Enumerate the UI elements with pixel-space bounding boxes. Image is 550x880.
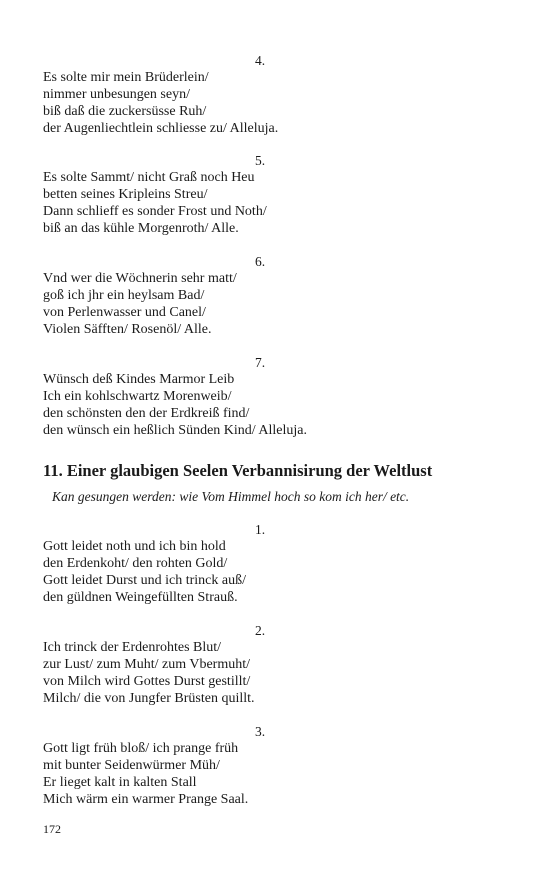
verse-line: nimmer unbesungen seyn/ bbox=[43, 87, 190, 102]
verse-line: Es solte Sammt/ nicht Graß noch Heu bbox=[43, 170, 255, 185]
stanza-number: 5. bbox=[255, 153, 266, 168]
page-number: 172 bbox=[43, 822, 61, 836]
verse-line: goß ich jhr ein heylsam Bad/ bbox=[43, 288, 205, 303]
verse-line: Es solte mir mein Brüderlein/ bbox=[43, 70, 209, 85]
verse-line: zur Lust/ zum Muht/ zum Vbermuht/ bbox=[43, 657, 250, 672]
verse-line: den Erdenkoht/ den rohten Gold/ bbox=[43, 556, 228, 571]
verse-line: biß an das kühle Morgenroth/ Alle. bbox=[43, 221, 239, 236]
verse-line: Milch/ die von Jungfer Brüsten quillt. bbox=[43, 691, 255, 706]
verse-line: den schönsten den der Erdkreiß find/ bbox=[43, 406, 250, 421]
stanza-lines bbox=[43, 639, 255, 707]
stanza-number: 1. bbox=[255, 522, 266, 537]
verse-line: von Milch wird Gottes Durst gestillt/ bbox=[43, 674, 251, 689]
verse-line: Gott ligt früh bloß/ ich prange früh bbox=[43, 741, 239, 756]
stanza-number: 7. bbox=[255, 355, 266, 370]
stanza-lines bbox=[43, 169, 267, 237]
stanza-lines bbox=[43, 740, 248, 808]
stanza-lines bbox=[43, 538, 246, 606]
verse-line: Ich ein kohlschwartz Morenweib/ bbox=[43, 389, 232, 404]
verse-line: Dann schlieff es sonder Frost und Noth/ bbox=[43, 204, 267, 219]
verse-line: der Augenliechtlein schliesse zu/ Alleluja. bbox=[43, 121, 279, 136]
verse-line: Ich trinck der Erdenrohtes Blut/ bbox=[43, 640, 222, 655]
verse-line: den wünsch ein heßlich Sünden Kind/ Alleluja. bbox=[43, 423, 308, 438]
melody-note: Kan gesungen werden: wie Vom Himmel hoch so kom ich her/ etc. bbox=[52, 489, 410, 504]
verse-line: Er lieget kalt in kalten Stall bbox=[43, 775, 197, 790]
verse-line: Gott leidet Durst und ich trinck auß/ bbox=[43, 573, 246, 588]
stanza-number: 3. bbox=[255, 724, 266, 739]
verse-line: Mich wärm ein warmer Prange Saal. bbox=[43, 792, 249, 807]
stanza-lines bbox=[43, 69, 278, 137]
verse-line: Vnd wer die Wöchnerin sehr matt/ bbox=[43, 271, 237, 286]
verse-line: Violen Säfften/ Rosenöl/ Alle. bbox=[43, 322, 212, 337]
song-title: 11. Einer glaubigen Seelen Verbannisirung der Weltlust bbox=[43, 461, 433, 480]
stanza-number: 4. bbox=[255, 53, 266, 68]
verse-line: mit bunter Seidenwürmer Müh/ bbox=[43, 758, 220, 773]
verse-line: Wünsch deß Kindes Marmor Leib bbox=[43, 372, 235, 387]
verse-line: betten seines Kripleins Streu/ bbox=[43, 187, 208, 202]
stanza-number: 6. bbox=[255, 254, 266, 269]
verse-line: von Perlenwasser und Canel/ bbox=[43, 305, 206, 320]
stanza-number: 2. bbox=[255, 623, 266, 638]
verse-line: Gott leidet noth und ich bin hold bbox=[43, 539, 226, 554]
stanza-lines bbox=[43, 371, 307, 439]
verse-line: den güldnen Weingefüllten Strauß. bbox=[43, 590, 238, 605]
stanza-lines bbox=[43, 270, 237, 338]
verse-line: biß daß die zuckersüsse Ruh/ bbox=[43, 104, 207, 119]
